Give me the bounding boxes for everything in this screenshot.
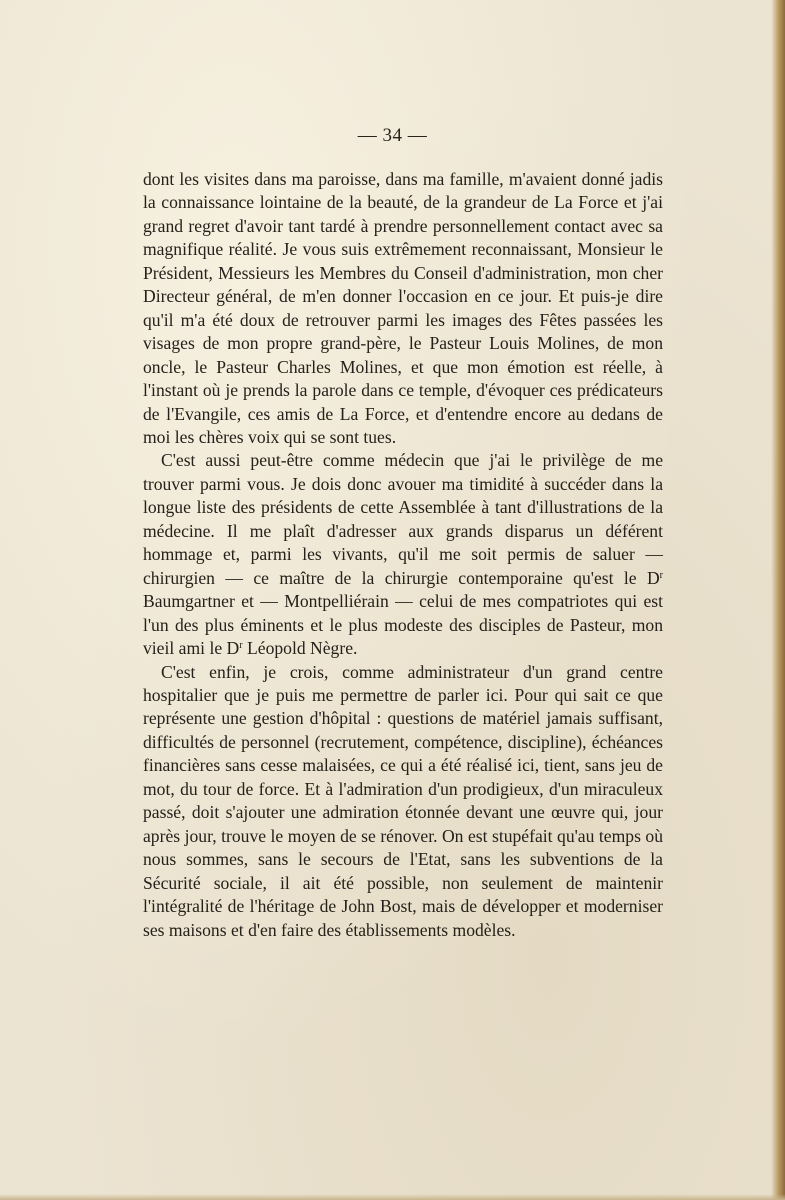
superscript-r: r	[659, 569, 663, 581]
superscript-r: r	[239, 640, 243, 652]
paragraph-2-part-1: C'est aussi peut-être comme médecin que j'ai le privilège de me trouver parmi vous. Je dois donc avouer ma timidité à succéder dans la longue liste des présidents de cette Assemblée à tant d'illustrations de la médecine. Il me plaît d'adresser aux grands disparus un déférent hommage et, parmi les vivants, qu'il me soit permis de saluer — chirurgien — ce maître de la chirurgie contemporaine qu'est le D	[143, 450, 663, 588]
body-text	[143, 168, 663, 942]
page-bottom-edge	[0, 1194, 785, 1200]
paragraph-2-part-3: Léopold Nègre.	[242, 638, 358, 659]
page-number: — 34 —	[357, 125, 428, 146]
page-edge-shadow	[771, 0, 785, 1200]
paragraph-2-part-2: Baumgartner et — Montpelliérain — celui de mes compatriotes qui est l'un des plus éminents et le plus modeste des disciples de Pasteur, mon vieil ami le D	[143, 591, 663, 659]
paragraph-3: C'est enfin, je crois, comme administrateur d'un grand centre hospitalier que je puis me permettre de parler ici. Pour qui sait ce que représente une gestion d'hôpital : questions de matériel jamais suffisant, difficultés de personnel (recrutement, compétence, discipline), échéances financières sans cesse malaisées, ce qui a été réalisé ici, tient, sans jeu de mot, du tour de force. Et à l'admiration d'un prodigieux, d'un miraculeux passé, doit s'ajouter une admiration étonnée devant une œuvre qui, jour après jour, trouve le moyen de se rénover. On est stupéfait qu'au temps où nous sommes, sans le secours de l'Etat, sans les subventions de la Sécurité sociale, il ait été possible, non seulement de maintenir l'intégralité de l'héritage de John Bost, mais de développer et moderniser ses maisons et d'en faire des établissements modèles.	[143, 661, 663, 940]
paragraph-1: dont les visites dans ma paroisse, dans ma famille, m'avaient donné jadis la connaissance lointaine de la beauté, de la grandeur de La Force et j'ai grand regret d'avoir tant tardé à prendre personnellement contact avec sa magnifique réalité. Je vous suis extrêmement reconnaissant, Monsieur le Président, Messieurs les Membres du Conseil d'administration, mon cher Directeur général, de m'en donner l'occasion en ce jour. Et puis-je dire qu'il m'a été doux de retrouver parmi les images des Fêtes passées les visages de mon propre grand-père, le Pasteur Louis Molines, de mon oncle, le Pasteur Charles Molines, et que mon émotion est réelle, à l'instant où je prends la parole dans ce temple, d'évoquer ces prédicateurs de l'Evangile, ces amis de La Force, et d'entendre encore au dedans de moi les chères voix qui se sont tues.	[143, 169, 663, 447]
paragraph-2	[143, 449, 663, 660]
